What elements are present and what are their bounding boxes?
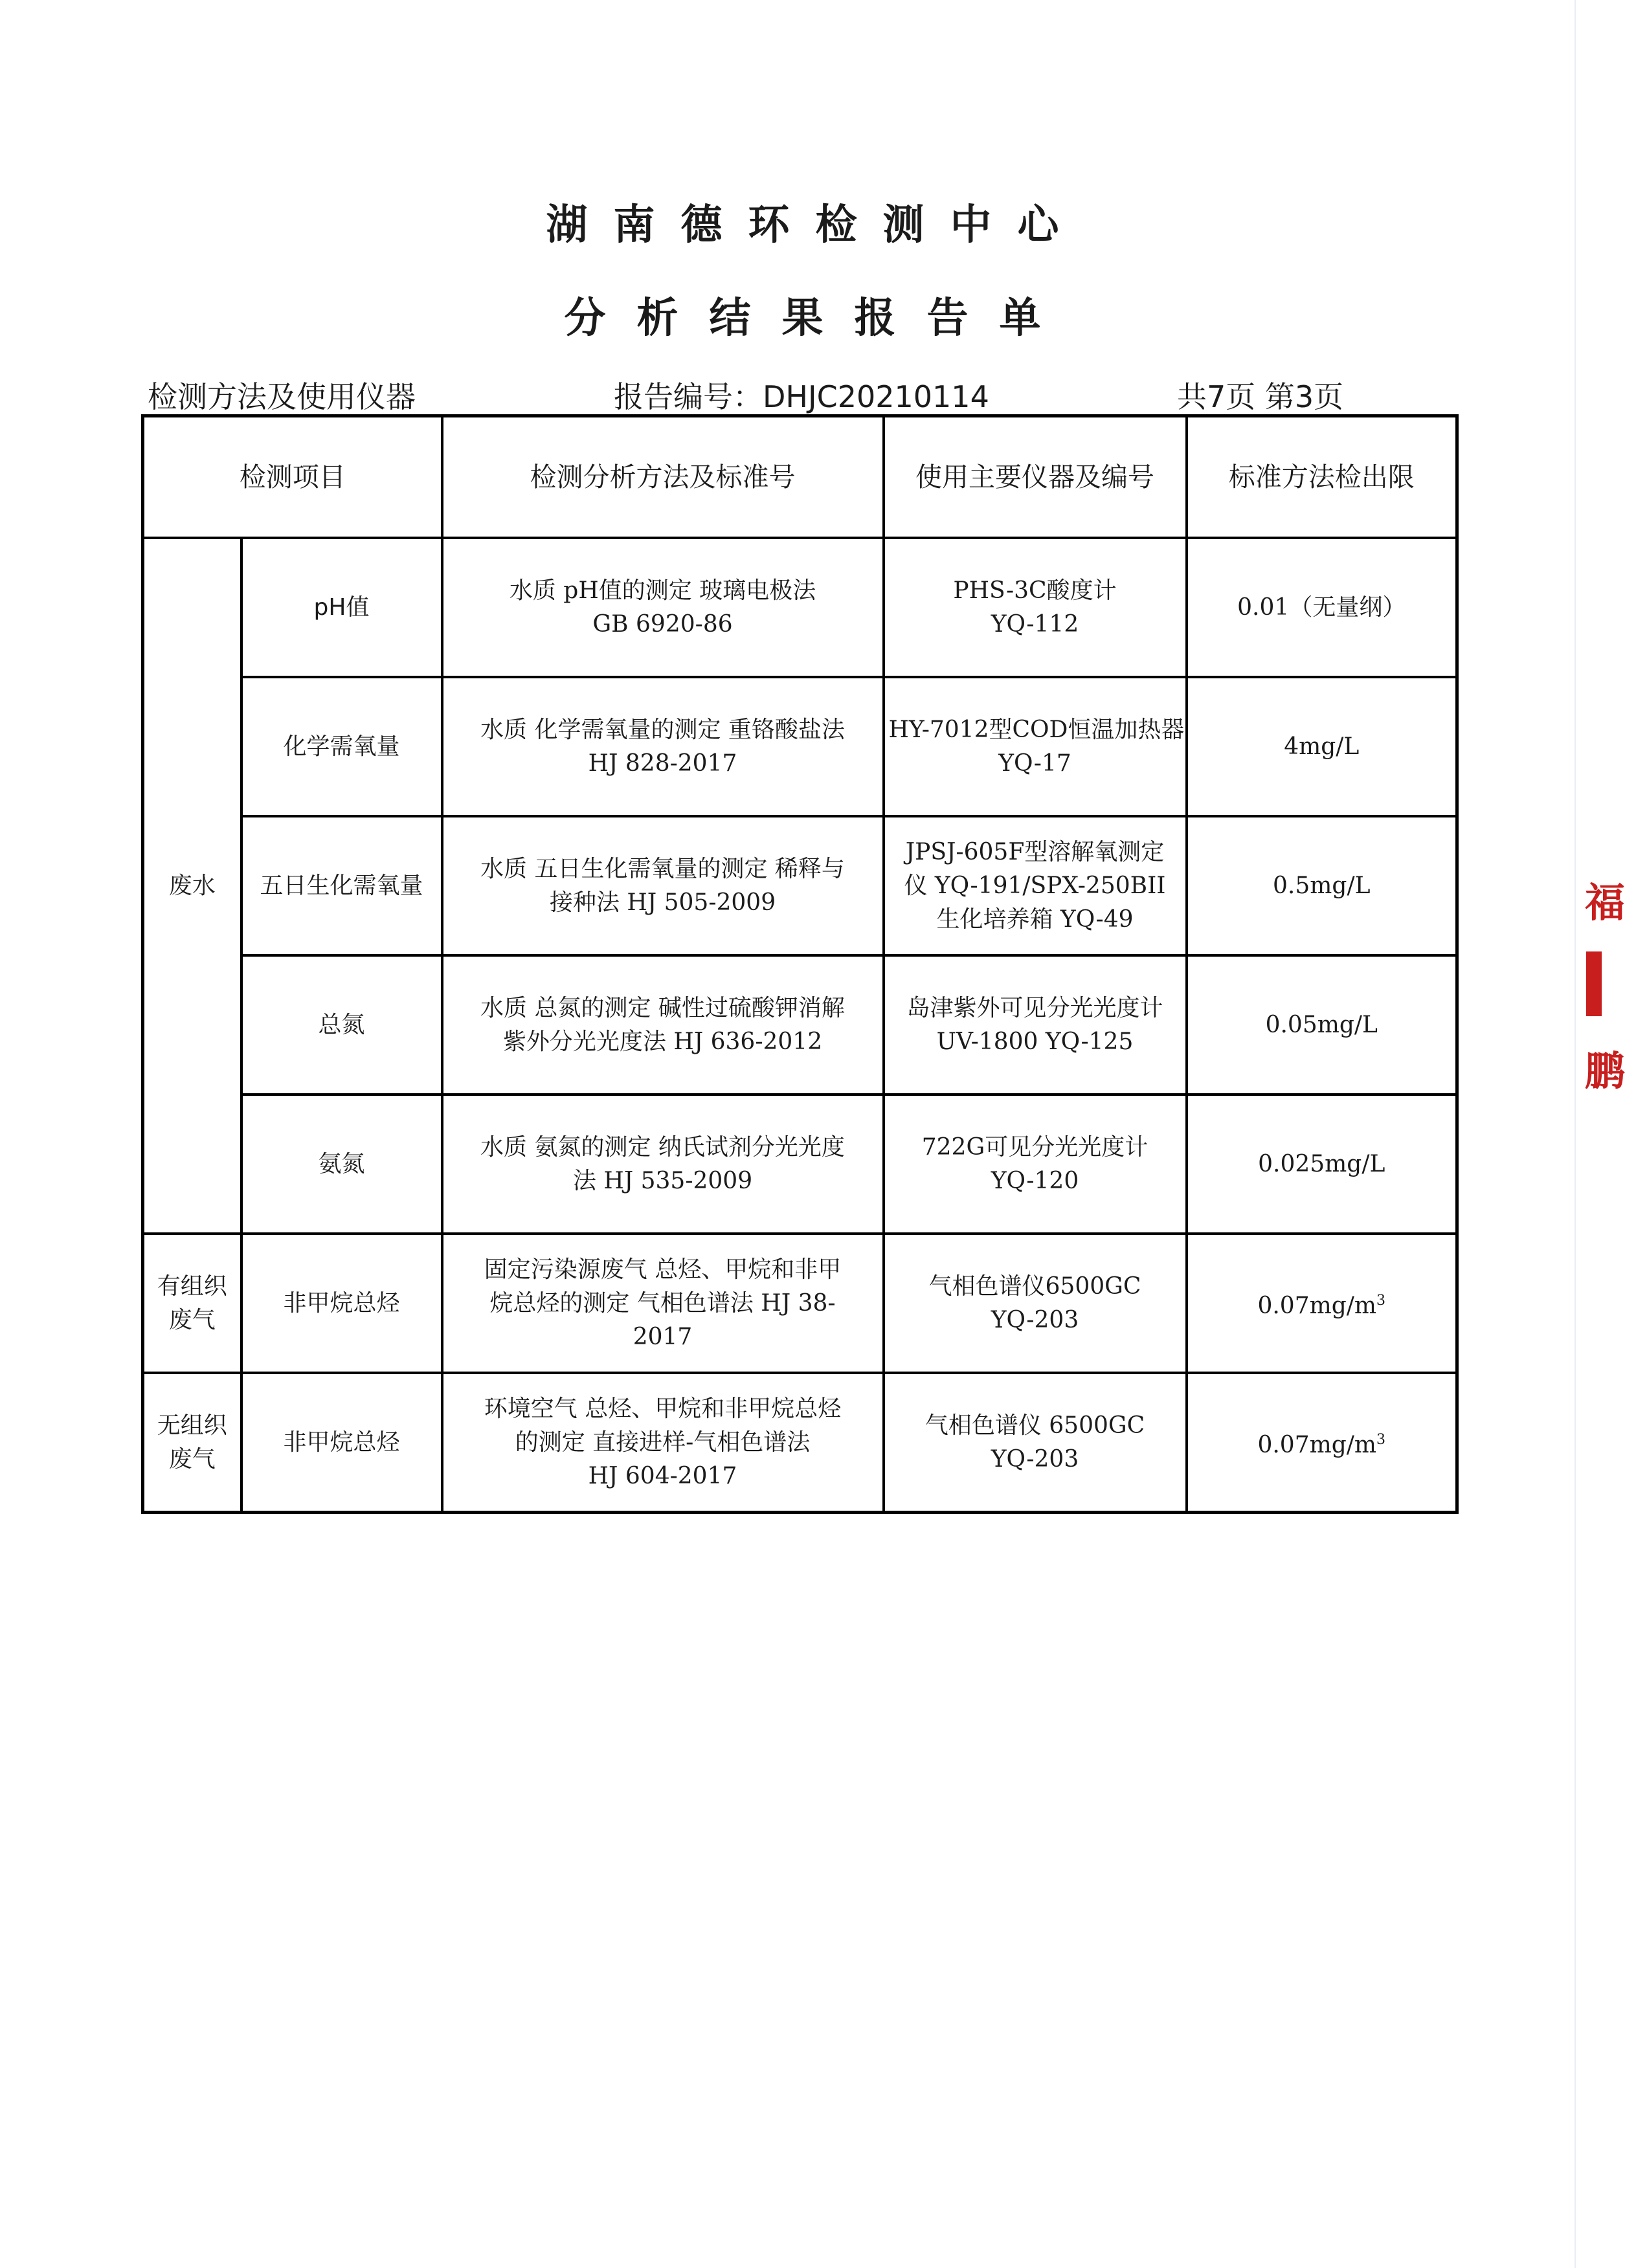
header-detection-limit: 标准方法检出限 [1187,416,1457,539]
method-cell: 环境空气 总烃、甲烷和非甲烷总烃 的测定 直接进样-气相色谱法 HJ 604-2017 [442,1373,884,1513]
instrument-cell: HY-7012型COD恒温加热器 YQ-17 [884,677,1187,816]
limit-cell: 0.01（无量纲） [1187,538,1457,677]
method-cell: 水质 化学需氧量的测定 重铬酸盐法 HJ 828-2017 [442,677,884,816]
item-cell: 总氮 [241,955,442,1095]
table-header-row [143,416,1457,539]
category-wastewater: 废水 [143,538,241,1234]
category-fugitive-gas: 无组织 废气 [143,1373,241,1513]
limit-cell: 4mg/L [1187,677,1457,816]
table-row [143,677,1457,816]
item-cell: 化学需氧量 [241,677,442,816]
item-cell: 非甲烷总烃 [241,1373,442,1513]
item-cell: pH值 [241,538,442,677]
header-instrument: 使用主要仪器及编号 [884,416,1187,539]
method-cell: 水质 氨氮的测定 纳氏试剂分光光度 法 HJ 535-2009 [442,1095,884,1234]
item-cell: 五日生化需氧量 [241,816,442,955]
method-cell: 固定污染源废气 总烃、甲烷和非甲 烷总烃的测定 气相色谱法 HJ 38- 2017 [442,1234,884,1373]
header-method: 检测分析方法及标准号 [442,416,884,539]
table-row [143,1373,1457,1513]
method-cell: 水质 pH值的测定 玻璃电极法 GB 6920-86 [442,538,884,677]
table-row [143,955,1457,1095]
header-test-item: 检测项目 [143,416,442,539]
instrument-cell: 气相色谱仪 6500GC YQ-203 [884,1373,1187,1513]
limit-cell: 0.05mg/L [1187,955,1457,1095]
limit-cell: 0.025mg/L [1187,1095,1457,1234]
seal-stamp-fragment: 福 鹏 [1585,879,1625,1095]
table-row [143,538,1457,677]
table-row [143,1234,1457,1373]
doc-title: 分析结果报告单 [564,295,1072,342]
limit-cell: $0.07mg/m^3$ [1187,1373,1457,1513]
methods-table [141,414,1459,1514]
section-label: 检测方法及使用仪器 [148,379,416,414]
table-row [143,1095,1457,1234]
page-info: 共7页 第3页 [1177,379,1344,414]
instrument-cell: 岛津紫外可见分光光度计 UV-1800 YQ-125 [884,955,1187,1095]
table-row [143,816,1457,955]
instrument-cell: JPSJ-605F型溶解氧测定 仪 YQ-191/SPX-250BII 生化培养箱 YQ-49 [884,816,1187,955]
instrument-cell: PHS-3C酸度计 YQ-112 [884,538,1187,677]
instrument-cell: 气相色谱仪6500GC YQ-203 [884,1234,1187,1373]
category-organized-gas: 有组织 废气 [143,1234,241,1373]
org-title: 湖南德环检测中心 [546,201,1085,249]
item-cell: 氨氮 [241,1095,442,1234]
limit-cell: $0.07mg/m^3$ [1187,1234,1457,1373]
limit-cell: 0.5mg/L [1187,816,1457,955]
report-number: 报告编号：DHJC20210114 [614,379,989,414]
item-cell: 非甲烷总烃 [241,1234,442,1373]
instrument-cell: 722G可见分光光度计 YQ-120 [884,1095,1187,1234]
method-cell: 水质 五日生化需氧量的测定 稀释与 接种法 HJ 505-2009 [442,816,884,955]
method-cell: 水质 总氮的测定 碱性过硫酸钾消解 紫外分光光度法 HJ 636-2012 [442,955,884,1095]
